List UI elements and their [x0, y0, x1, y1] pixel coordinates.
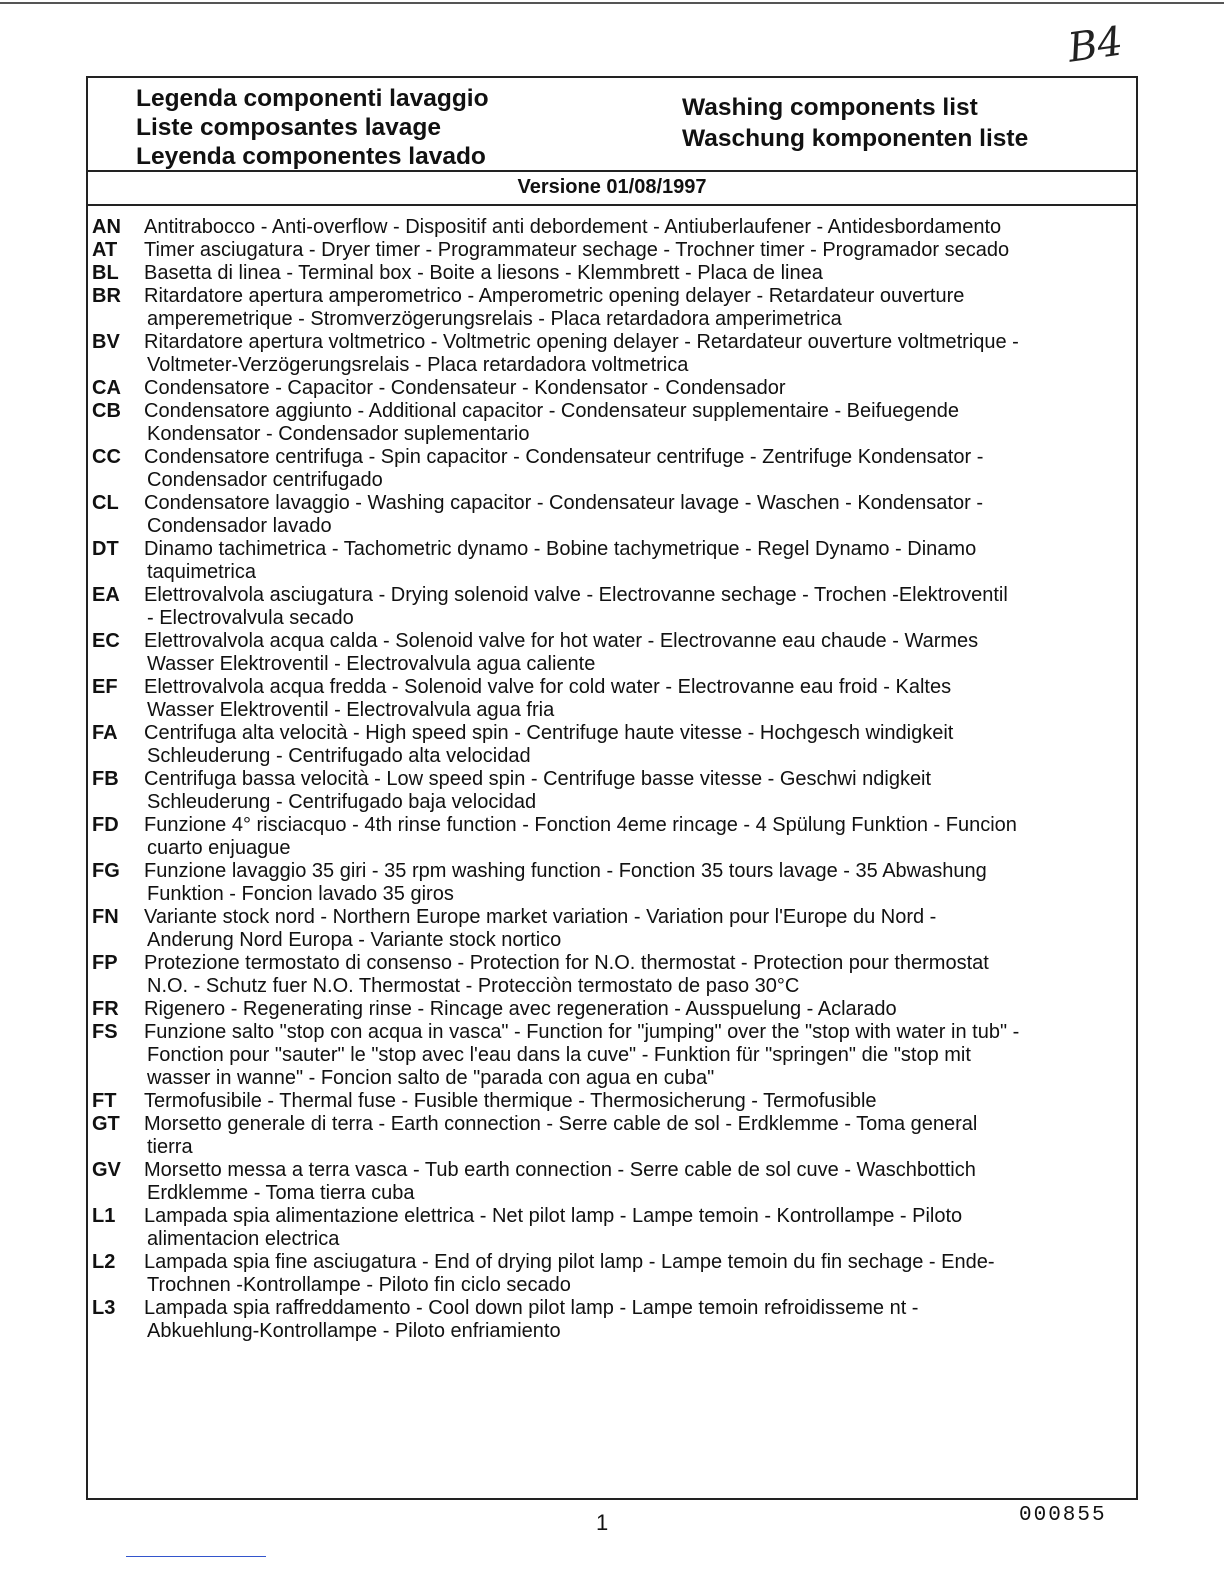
- list-item: [92, 239, 1136, 262]
- titles-left: [136, 84, 489, 171]
- description-line: Lampada spia alimentazione elettrica - Net pilot lamp - Lampe temoin - Kontrollampe - Piloto: [144, 1205, 963, 1227]
- description-line: Funzione 4° risciacquo - 4th rinse function - Fonction 4eme rincage - 4 Spülung Funktion - Funcion: [144, 814, 1017, 836]
- component-code: FG: [92, 860, 120, 882]
- component-code: BL: [92, 262, 119, 284]
- description-line: Voltmeter-Verzögerungsrelais - Placa retardadora voltmetrica: [147, 354, 689, 376]
- description-line: Abkuehlung-Kontrollampe - Piloto enfriamiento: [147, 1320, 561, 1342]
- component-code: CA: [92, 377, 121, 399]
- description-line: Morsetto generale di terra - Earth connection - Serre cable de sol - Erdklemme - Toma general: [144, 1113, 978, 1135]
- description-line: Wasser Elektroventil - Electrovalvula agua caliente: [147, 653, 596, 675]
- component-code: CB: [92, 400, 121, 422]
- component-description: [144, 952, 1136, 998]
- list-item: [92, 676, 1136, 722]
- list-item: [92, 814, 1136, 860]
- footer-line: [126, 1556, 266, 1557]
- component-description: [144, 1159, 1136, 1205]
- page-number: 1: [596, 1510, 609, 1535]
- description-line: Elettrovalvola asciugatura - Drying solenoid valve - Electrovanne sechage - Trochen -Elektroventil: [144, 584, 1008, 606]
- component-description: [144, 331, 1136, 377]
- legend-frame: [86, 76, 1138, 1500]
- description-line: Condensatore centrifuga - Spin capacitor - Condensateur centrifuge - Zentrifuge Kondensator -: [144, 446, 984, 468]
- component-description: [144, 1021, 1136, 1090]
- component-code: FD: [92, 814, 119, 836]
- titles-right: [682, 92, 1028, 154]
- description-line: Elettrovalvola acqua calda - Solenoid valve for hot water - Electrovanne eau chaude - Warmes: [144, 630, 979, 652]
- component-description: [144, 584, 1136, 630]
- list-item: [92, 860, 1136, 906]
- component-description: [144, 538, 1136, 584]
- description-line: Elettrovalvola acqua fredda - Solenoid valve for cold water - Electrovanne eau froid - Kaltes: [144, 676, 952, 698]
- description-line: Morsetto messa a terra vasca - Tub earth connection - Serre cable de sol cuve - Waschbottich: [144, 1159, 976, 1181]
- component-code: FR: [92, 998, 119, 1020]
- component-code: BV: [92, 331, 120, 353]
- description-line: Dinamo tachimetrica - Tachometric dynamo - Bobine tachymetrique - Regel Dynamo - Dinamo: [144, 538, 977, 560]
- description-line: N.O. - Schutz fuer N.O. Thermostat - Protecciòn termostato de paso 30°C: [147, 975, 800, 997]
- component-code: EA: [92, 584, 120, 606]
- list-item: [92, 1113, 1136, 1159]
- component-code: CC: [92, 446, 121, 468]
- component-code: L1: [92, 1205, 116, 1227]
- component-description: [144, 400, 1136, 446]
- component-code: EF: [92, 676, 118, 698]
- component-list: [92, 216, 1136, 1343]
- list-item: [92, 1021, 1136, 1090]
- description-line: Basetta di linea - Terminal box - Boite a liesons - Klemmbrett - Placa de linea: [144, 262, 823, 284]
- component-description: [144, 446, 1136, 492]
- list-item: [92, 538, 1136, 584]
- description-line: Termofusibile - Thermal fuse - Fusible thermique - Thermosicherung - Termofusible: [144, 1090, 877, 1112]
- description-line: Centrifuga alta velocità - High speed spin - Centrifuge haute vitesse - Hochgesch windigkeit: [144, 722, 954, 744]
- list-item: [92, 768, 1136, 814]
- component-description: [144, 676, 1136, 722]
- list-item: [92, 998, 1136, 1021]
- description-line: Condensatore aggiunto - Additional capacitor - Condensateur supplementaire - Beifuegende: [144, 400, 959, 422]
- list-item: [92, 285, 1136, 331]
- list-item: [92, 1251, 1136, 1297]
- component-code: FN: [92, 906, 119, 928]
- description-line: Condensatore lavaggio - Washing capacitor - Condensateur lavage - Waschen - Kondensator -: [144, 492, 983, 514]
- component-description: [144, 1090, 1136, 1113]
- component-description: [144, 998, 1136, 1021]
- description-line: Ritardatore apertura amperometrico - Amperometric opening delayer - Retardateur ouverture: [144, 285, 965, 307]
- description-line: Lampada spia raffreddamento - Cool down pilot lamp - Lampe temoin refroidisseme nt -: [144, 1297, 919, 1319]
- description-line: Erdklemme - Toma tierra cuba: [147, 1182, 415, 1204]
- description-line: - Electrovalvula secado: [147, 607, 354, 629]
- component-code: DT: [92, 538, 119, 560]
- component-code: BR: [92, 285, 121, 307]
- description-line: Funzione lavaggio 35 giri - 35 rpm washing function - Fonction 35 tours lavage - 35 Abwashung: [144, 860, 987, 882]
- list-item: [92, 400, 1136, 446]
- title-it: Legenda componenti lavaggio: [136, 85, 489, 112]
- description-line: Ritardatore apertura voltmetrico - Voltmetric opening delayer - Retardateur ouverture voltmetrique -: [144, 331, 1019, 353]
- list-item: [92, 952, 1136, 998]
- version-label: Versione 01/08/1997: [517, 176, 707, 198]
- list-item: [92, 331, 1136, 377]
- component-code: FS: [92, 1021, 118, 1043]
- description-line: Rigenero - Regenerating rinse - Rincage avec regeneration - Ausspuelung - Aclarado: [144, 998, 897, 1020]
- component-description: [144, 814, 1136, 860]
- description-line: Funzione salto "stop con acqua in vasca" - Function for "jumping" over the "stop with water in tub" -: [144, 1021, 1020, 1043]
- component-code: FB: [92, 768, 119, 790]
- description-line: wasser in wanne" - Foncion salto de "parada con agua en cuba": [147, 1067, 715, 1089]
- description-line: Fonction pour "sauter" le "stop avec l'eau dans la cuve" - Funktion für "springen" die "stop mit: [147, 1044, 971, 1066]
- component-description: [144, 906, 1136, 952]
- description-line: alimentacion electrica: [147, 1228, 340, 1250]
- component-code: FT: [92, 1090, 117, 1112]
- description-line: Lampada spia fine asciugatura - End of drying pilot lamp - Lampe temoin du fin sechage - Ende-: [144, 1251, 995, 1273]
- component-code: L3: [92, 1297, 116, 1319]
- description-line: tierra: [147, 1136, 193, 1158]
- list-item: [92, 1297, 1136, 1343]
- description-line: Centrifuga bassa velocità - Low speed spin - Centrifuge basse vitesse - Geschwi ndigkeit: [144, 768, 932, 790]
- list-item: [92, 906, 1136, 952]
- list-item: [92, 377, 1136, 400]
- header-divider: [88, 170, 1136, 172]
- component-description: [144, 377, 1136, 400]
- title-fr: Liste composantes lavage: [136, 114, 442, 141]
- description-line: cuarto enjuague: [147, 837, 291, 859]
- component-description: [144, 216, 1136, 239]
- component-code: GT: [92, 1113, 120, 1135]
- handwritten-mark: B4: [1065, 18, 1126, 72]
- description-line: amperemetrique - Stromverzögerungsrelais - Placa retardadora amperimetrica: [147, 308, 842, 330]
- list-item: [92, 584, 1136, 630]
- list-item: [92, 722, 1136, 768]
- description-line: Schleuderung - Centrifugado alta velocidad: [147, 745, 531, 767]
- list-item: [92, 1090, 1136, 1113]
- list-item: [92, 1159, 1136, 1205]
- component-description: [144, 768, 1136, 814]
- description-line: Condensador lavado: [147, 515, 332, 537]
- component-code: FA: [92, 722, 118, 744]
- description-line: Protezione termostato di consenso - Protection for N.O. thermostat - Protection pour thermostat: [144, 952, 989, 974]
- component-code: FP: [92, 952, 118, 974]
- component-description: [144, 860, 1136, 906]
- description-line: Timer asciugatura - Dryer timer - Programmateur sechage - Trochner timer - Programador secado: [144, 239, 1010, 261]
- version-divider: [88, 204, 1136, 206]
- description-line: Trochnen -Kontrollampe - Piloto fin ciclo secado: [147, 1274, 571, 1296]
- list-item: [92, 1205, 1136, 1251]
- description-line: Antitrabocco - Anti-overflow - Dispositif anti debordement - Antiuberlaufener - Antidesbordamento: [144, 216, 1002, 238]
- description-line: Kondensator - Condensador suplementario: [147, 423, 530, 445]
- top-rule: [0, 2, 1224, 4]
- list-item: [92, 262, 1136, 285]
- component-code: L2: [92, 1251, 116, 1273]
- list-item: [92, 630, 1136, 676]
- component-code: GV: [92, 1159, 121, 1181]
- component-description: [144, 1205, 1136, 1251]
- component-description: [144, 1297, 1136, 1343]
- component-code: AN: [92, 216, 121, 238]
- description-line: Schleuderung - Centrifugado baja velocidad: [147, 791, 537, 813]
- description-line: Anderung Nord Europa - Variante stock nortico: [147, 929, 562, 951]
- list-item: [92, 492, 1136, 538]
- component-code: EC: [92, 630, 120, 652]
- title-es: Leyenda componentes lavado: [136, 143, 486, 170]
- description-line: Condensador centrifugado: [147, 469, 383, 491]
- description-line: Condensatore - Capacitor - Condensateur - Kondensator - Condensador: [144, 377, 786, 399]
- title-en: Washing components list: [682, 94, 978, 121]
- component-description: [144, 1251, 1136, 1297]
- component-description: [144, 630, 1136, 676]
- description-line: Wasser Elektroventil - Electrovalvula agua fria: [147, 699, 555, 721]
- component-code: AT: [92, 239, 118, 261]
- description-line: taquimetrica: [147, 561, 256, 583]
- description-line: Variante stock nord - Northern Europe market variation - Variation pour l'Europe du Nord -: [144, 906, 937, 928]
- component-description: [144, 262, 1136, 285]
- list-item: [92, 216, 1136, 239]
- list-item: [92, 446, 1136, 492]
- component-description: [144, 492, 1136, 538]
- title-de: Waschung komponenten liste: [682, 125, 1029, 152]
- description-line: Funktion - Foncion lavado 35 giros: [147, 883, 454, 905]
- component-description: [144, 285, 1136, 331]
- component-code: CL: [92, 492, 119, 514]
- component-description: [144, 722, 1136, 768]
- component-description: [144, 239, 1136, 262]
- component-description: [144, 1113, 1136, 1159]
- document-number: 000855: [1019, 1504, 1107, 1527]
